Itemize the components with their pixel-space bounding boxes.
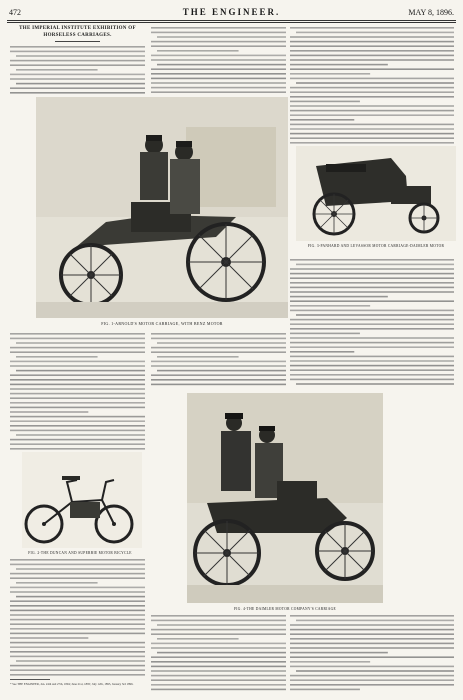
text-line [10,559,145,561]
text-line [10,430,145,432]
text-line [290,68,454,70]
text-line [157,64,286,66]
text-line [290,684,454,686]
text-line [16,55,145,57]
text-line [290,661,370,663]
figure-4-caption: FIG. 4-THE DAIMLER MOTOR COMPANY'S CARRIAGE [233,607,336,611]
text-line [157,638,239,640]
panhard-levassor-carriage-image [296,146,456,241]
text-line [290,45,454,47]
text-line [10,637,88,639]
text-line [290,259,454,261]
text-line [10,669,145,671]
text-line [290,291,454,293]
column-2-text-top [151,26,286,96]
text-line [10,397,145,399]
text-line [290,114,454,116]
text-line [290,666,454,668]
text-line [151,374,286,376]
text-line [16,660,145,662]
text-lines [151,614,286,694]
text-line [296,82,454,84]
text-line [10,448,145,450]
text-line [10,92,145,94]
text-line [151,615,286,617]
text-line [151,87,286,89]
text-line [151,59,286,61]
text-lines [10,558,145,676]
text-line [10,425,145,427]
text-line [10,577,145,579]
text-line [296,620,454,622]
text-line [290,50,454,52]
text-line [151,45,286,47]
text-lines [290,258,454,388]
text-line [290,119,354,121]
text-line [10,573,145,575]
text-line [151,68,286,70]
text-line [10,646,145,648]
text-line [10,407,145,409]
text-line [290,333,360,335]
text-line [10,351,145,353]
figure-4-illustration [187,393,383,603]
text-line [10,610,145,612]
running-header [7,6,456,19]
text-line [290,64,388,66]
text-line [151,78,286,80]
figure-1-illustration [36,97,288,318]
text-line [151,633,286,635]
text-line [10,74,145,76]
text-line [290,624,454,626]
text-line [16,69,98,71]
text-line [290,675,454,677]
text-line [10,51,145,53]
figure-2-illustration [22,452,142,548]
text-line [290,277,454,279]
text-line [10,347,145,349]
text-line [151,679,286,681]
text-line [290,369,454,371]
text-line [10,614,145,616]
column-2-text-mid [151,332,286,390]
text-line [10,388,145,390]
text-line [290,287,454,289]
column-1-text-mid [10,332,145,452]
text-line [290,91,454,93]
text-line [151,73,286,75]
daimler-carriage-image [187,393,383,603]
article-title: THE IMPERIAL INSTITUTE EXHIBITION OF HORSELESS CARRIAGES. [19,26,136,38]
text-line [10,443,145,445]
text-line [290,337,454,339]
text-line [151,647,286,649]
text-line [151,629,286,631]
text-line [151,675,286,677]
text-line [10,78,145,80]
footnote-rule [10,679,50,680]
text-line [10,46,145,48]
text-line [16,370,145,372]
text-line [10,420,145,422]
text-line [157,370,286,372]
text-line [290,319,454,321]
text-line [16,83,145,85]
text-line [290,638,454,640]
text-line [10,384,145,386]
text-line [290,323,454,325]
figure-2-caption: FIG. 2-THE DUNCAN AND SUPERBIE MOTOR BICYCLE [28,551,132,555]
text-line [151,670,286,672]
text-line [10,361,145,363]
text-line [290,41,454,43]
text-line [151,351,286,353]
motor-bicycle-image [22,452,142,548]
text-line [10,674,145,676]
text-line [157,36,286,38]
masthead: THE ENGINEER. [182,7,281,17]
text-line [151,347,286,349]
column-3-text-top [290,26,454,144]
text-line [290,305,370,307]
header-rule [7,20,456,21]
arnold-motor-carriage-image [36,97,288,318]
text-line [290,656,454,658]
text-lines [290,614,454,694]
text-line [10,665,145,667]
text-line [290,633,454,635]
text-line [290,96,454,98]
text-lines [10,45,145,97]
text-line [10,600,145,602]
text-line [151,91,286,93]
text-line [290,356,454,358]
text-line [290,342,454,344]
text-line [10,651,145,653]
text-lines [151,332,286,390]
text-line [10,628,145,630]
text-line [10,439,145,441]
text-line [290,643,454,645]
figure-1-caption: FIG. 1-ARNOLD'S MOTOR CARRIAGE, WITH BENZ MOTOR [101,321,223,326]
text-line [10,333,145,335]
text-line [290,647,454,649]
text-lines [151,26,286,96]
title-rule [55,41,100,42]
text-line [290,300,454,302]
text-line [10,623,145,625]
text-line [290,142,454,144]
text-line [290,110,454,112]
text-line [151,379,286,381]
header-rule-2 [7,22,456,23]
text-line [290,310,454,312]
text-line [151,661,286,663]
text-line [157,624,286,626]
text-line [157,652,286,654]
text-line [151,361,286,363]
text-line [290,101,360,103]
text-line [16,434,145,436]
text-line [10,633,145,635]
text-line [151,55,286,57]
text-line [151,689,286,691]
text-line [151,643,286,645]
text-line [151,333,286,335]
text-line [296,264,454,266]
text-line [10,587,145,589]
text-line [290,379,454,381]
text-line [151,338,286,340]
text-line [151,684,286,686]
text-line [290,124,454,126]
text-line [10,379,145,381]
text-line [151,365,286,367]
text-line [290,360,454,362]
text-line [10,64,145,66]
text-line [290,87,454,89]
column-3-text-mid [290,258,454,388]
text-line [290,55,454,57]
text-line [290,351,354,353]
text-line [296,383,454,385]
text-line [10,393,145,395]
footnote: * See THE ENGINEER, Jan. 24th and 27th, 1894; June 21st, 1895; July 12th, 1895, January 3rd 1896. [10,682,134,686]
text-line [151,620,286,622]
text-line [290,679,454,681]
text-line [290,137,454,139]
text-line [16,596,145,598]
column-3-text-bottom [290,614,454,694]
text-line [10,374,145,376]
text-line [290,273,454,275]
issue-date: MAY 8, 1896. [408,8,454,17]
text-line [290,629,454,631]
text-line [10,605,145,607]
figure-3-caption-text: FIG. 3-PANHARD AND LEVASSOR MOTOR CARRIAGE-DAIMLER MOTOR [307,244,445,248]
column-1-text-bottom [10,558,145,676]
text-line [10,402,145,404]
text-line [10,591,145,593]
text-line [16,568,145,570]
text-line [290,652,388,654]
text-line [10,619,145,621]
column-2-text-bottom [151,614,286,694]
text-line [290,268,454,270]
text-line [10,656,145,658]
text-line [151,384,286,386]
text-line [151,666,286,668]
text-line [16,582,98,584]
text-line [290,615,454,617]
page-number: 472 [9,8,21,17]
text-line [10,642,145,644]
text-line [151,32,286,34]
text-line [16,342,145,344]
text-line [296,670,454,672]
text-line [296,314,454,316]
text-line [290,36,454,38]
text-line [290,128,454,130]
text-line [151,656,286,658]
text-line [290,282,454,284]
figure-3-caption [296,244,456,249]
text-line [10,564,145,566]
text-line [151,27,286,29]
text-line [10,416,145,418]
text-line [290,73,370,75]
text-line [290,296,388,298]
text-line [290,346,454,348]
text-line [157,356,239,358]
text-line [157,50,239,52]
text-lines [290,26,454,144]
text-line [290,689,360,691]
text-line [151,82,286,84]
text-line [296,32,454,34]
text-line [16,356,98,358]
text-line [290,133,454,135]
text-lines [10,332,145,452]
text-line [290,27,454,29]
figure-3-illustration [296,146,456,241]
text-line [10,87,145,89]
text-line [151,41,286,43]
text-line [290,78,454,80]
text-line [10,338,145,340]
text-line [10,365,145,367]
column-1-text-top [10,45,145,97]
text-line [290,105,454,107]
text-line [290,59,454,61]
text-line [10,411,88,413]
text-line [290,365,454,367]
text-line [290,374,454,376]
text-line [157,342,286,344]
text-line [10,60,145,62]
text-line [290,328,454,330]
